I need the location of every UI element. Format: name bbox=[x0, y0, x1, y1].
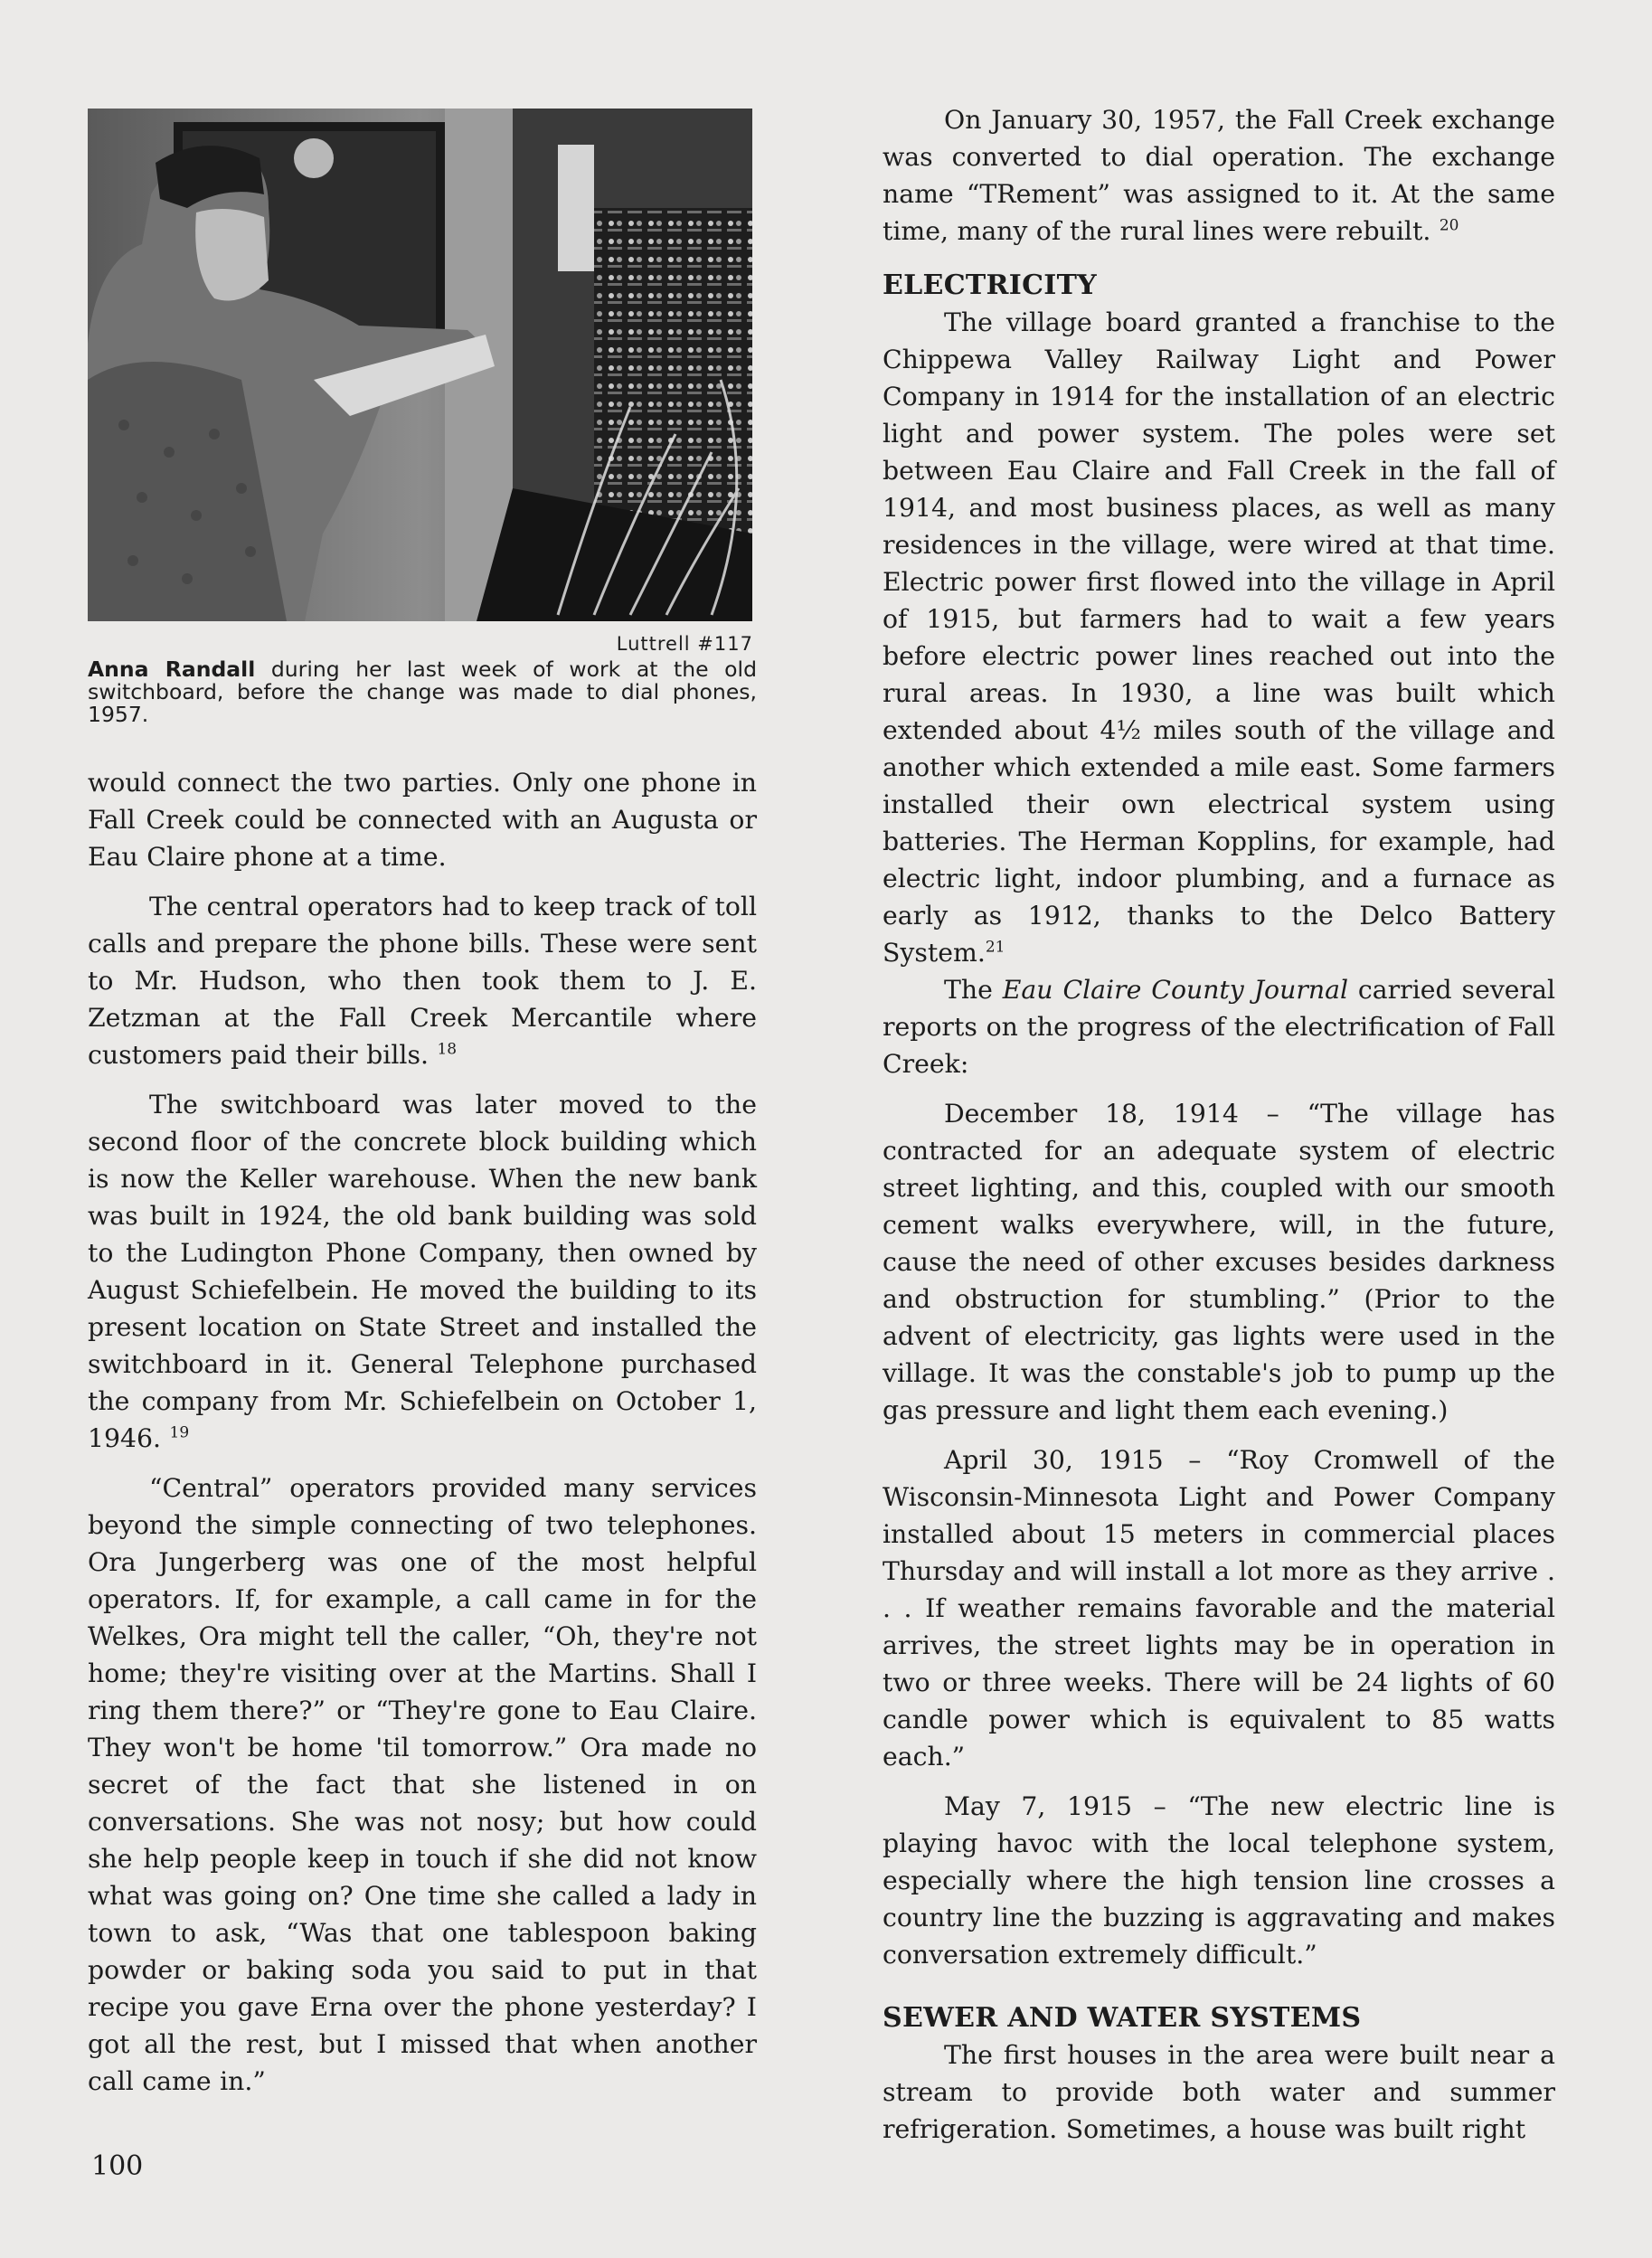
photo-caption bbox=[88, 658, 757, 726]
left-column bbox=[88, 109, 757, 2100]
right-paragraph-7: The first houses in the area were built near a stream to provide both water and summer refrigeration. Sometimes, a house was built right bbox=[883, 2040, 1555, 2144]
right-paragraph-6: May 7, 1915 – “The new electric line is playing havoc with the local telephone system, especially where the high tension line crosses a country line the buzzing is aggravating and makes conversation extremely difficult.” bbox=[883, 1791, 1555, 1970]
footnote-21: 21 bbox=[985, 938, 1005, 957]
right-paragraph-3-after: carried several reports on the progress of the electrification of Fall Creek: bbox=[883, 975, 1555, 1079]
left-paragraph-3-text: The switchboard was later moved to the second floor of the concrete block building which is now the Keller warehouse. When the new bank was built in 1924, the old bank building was sold to the Ludington Phone Company, then owned by August Schiefelbein. He moved the building to its present location on State Street and installed the switchboard in it. General Telephone purchased the company from Mr. Schiefelbein on October 1, 1946. bbox=[88, 1090, 757, 1453]
footnote-20: 20 bbox=[1439, 216, 1459, 235]
journal-title: Eau Claire County Journal bbox=[1002, 975, 1348, 1005]
heading-sewer-water: SEWER AND WATER SYSTEMS bbox=[883, 2002, 1362, 2034]
right-paragraph-1-text: On January 30, 1957, the Fall Creek exchange was converted to dial operation. The exchange name “TRement” was assigned to it. At the same time, many of the rural lines were rebuilt. bbox=[883, 105, 1555, 246]
switchboard-photo bbox=[88, 109, 752, 621]
right-paragraph-4: December 18, 1914 – “The village has contracted for an adequate system of electric street lighting, and this, coupled with our smooth cement walks everywhere, will, in the future, cause the need of other excuses besides darkness and obstruction for stumbling.” (Prior to the advent of electricity, gas lights were used in the village. It was the constable's job to pump up the gas pressure and light them each evening.) bbox=[883, 1099, 1555, 1425]
caption-name: Anna Randall bbox=[88, 657, 256, 682]
left-paragraph-3 bbox=[88, 1086, 757, 1457]
right-paragraph-3-before: The bbox=[944, 975, 1003, 1005]
photo-credit: Luttrell #117 bbox=[616, 633, 753, 655]
right-paragraph-3 bbox=[883, 971, 1555, 1082]
left-paragraph-1: would connect the two parties. Only one phone in Fall Creek could be connected with an Augusta or Eau Claire phone at a time. bbox=[88, 768, 757, 872]
right-paragraph-5: April 30, 1915 – “Roy Cromwell of the Wisconsin-Minnesota Light and Power Company installed about 15 meters in commercial places Thursday and will install a lot more as they arrive . . . If weather remains favorable and the material arrives, the street lights may be in operation in two or three weeks. There will be 24 lights of 60 candle power which is equivalent to 85 watts each.” bbox=[883, 1445, 1555, 1771]
footnote-19: 19 bbox=[169, 1423, 190, 1442]
heading-electricity: ELECTRICITY bbox=[883, 269, 1097, 301]
right-paragraph-1 bbox=[883, 101, 1555, 250]
left-paragraph-2 bbox=[88, 888, 757, 1073]
left-paragraph-2-text: The central operators had to keep track of toll calls and prepare the phone bills. These were sent to Mr. Hudson, who then took them to J. E. Zetzman at the Fall Creek Mercantile where customers paid their bills. bbox=[88, 892, 757, 1070]
left-paragraph-4: “Central” operators provided many services beyond the simple connecting of two telephones. Ora Jungerberg was one of the most helpful operators. If, for example, a call came in for the Welkes, Ora might tell the caller, “Oh, they're not home; they're visiting over at the Martins. Shall I ring them there?” or “They're gone to Eau Claire. They won't be home 'til tomorrow.” Ora made no secret of the fact that she listened in on conversations. She was not nosy; but how could she help people keep in touch if she did not know what was going on? One time she called a lady in town to ask, “Was that one tablespoon baking powder or baking soda you said to put in that recipe you gave Erna over the phone yesterday? I got all the rest, but I missed that when another call came in.” bbox=[88, 1473, 757, 2096]
page-number: 100 bbox=[91, 2150, 144, 2182]
right-column bbox=[883, 101, 1555, 2148]
right-paragraph-2-text: The village board granted a franchise to the Chippewa Valley Railway Light and Power Company in 1914 for the installation of an electric light and power system. The poles were set between Eau Claire and Fall Creek in the fall of 1914, and most business places, as well as many residences in the village, were wired at that time. Electric power first flowed into the village in April of 1915, but farmers had to wait a few years before electric power lines reached out into the rural areas. In 1930, a line was built which extended about 4½ miles south of the village and another which extended a mile east. Some farmers installed their own electrical system using batteries. The Herman Kopplins, for example, had electric light, indoor plumbing, and a furnace as early as 1912, thanks to the Delco Battery System. bbox=[883, 307, 1555, 968]
footnote-18: 18 bbox=[437, 1040, 458, 1059]
right-paragraph-2 bbox=[883, 304, 1555, 971]
caption-text: during her last week of work at the old switchboard, before the change was made to dial phones, 1957. bbox=[88, 657, 757, 727]
photo-illustration bbox=[88, 109, 752, 621]
